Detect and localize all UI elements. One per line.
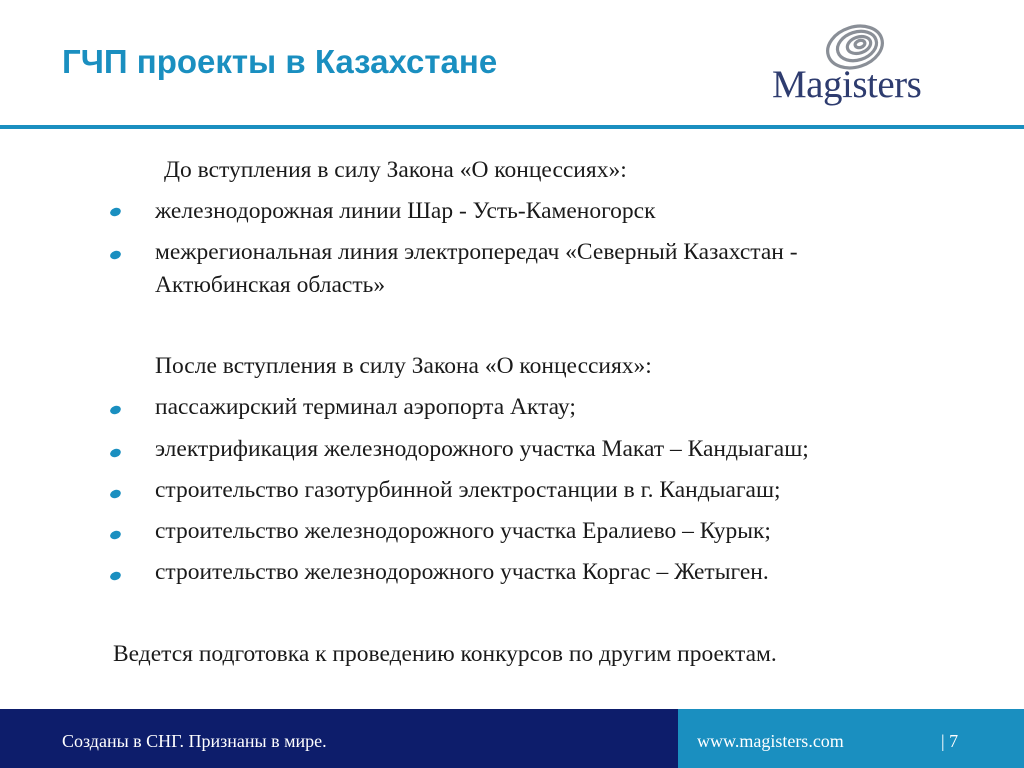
- bullet-icon: [109, 404, 122, 415]
- page-number: | 7: [941, 731, 959, 751]
- closing-note: Ведется подготовка к проведению конкурсов по другим проектам.: [113, 641, 777, 667]
- bullet-icon: [109, 249, 122, 260]
- list-item: строительство железнодорожного участка Ералиево – Курык;: [155, 518, 771, 544]
- list-item-continuation: Актюбинская область»: [155, 272, 386, 298]
- list-item: строительство газотурбинной электростанции в г. Кандыагаш;: [155, 477, 781, 503]
- list-item: электрификация железнодорожного участка Макат – Кандыагаш;: [155, 436, 809, 462]
- slide-title: ГЧП проекты в Казахстане: [62, 43, 498, 80]
- header-divider: [0, 125, 1024, 129]
- footer-url-link[interactable]: www.magisters.com: [697, 731, 844, 751]
- list-item: пассажирский терминал аэропорта Актау;: [155, 394, 576, 420]
- logo-wordmark: Magisters: [772, 63, 922, 106]
- list-item: межрегиональная линия электропередач «Северный Казахстан -: [155, 239, 798, 265]
- bullet-icon: [109, 570, 122, 581]
- bullet-icon: [109, 529, 122, 540]
- bullet-icon: [109, 206, 122, 217]
- bullet-icon: [109, 488, 122, 499]
- list-item: железнодорожная линии Шар - Усть-Каменогорск: [155, 198, 656, 224]
- magisters-logo: [772, 22, 942, 112]
- footer-tagline: Созданы в СНГ. Признаны в мире.: [62, 731, 327, 751]
- list-item: строительство железнодорожного участка Коргас – Жетыген.: [155, 559, 769, 585]
- before-heading: До вступления в силу Закона «О концессиях»:: [164, 157, 627, 183]
- bullet-icon: [109, 447, 122, 458]
- after-heading: После вступления в силу Закона «О концессиях»:: [155, 353, 652, 379]
